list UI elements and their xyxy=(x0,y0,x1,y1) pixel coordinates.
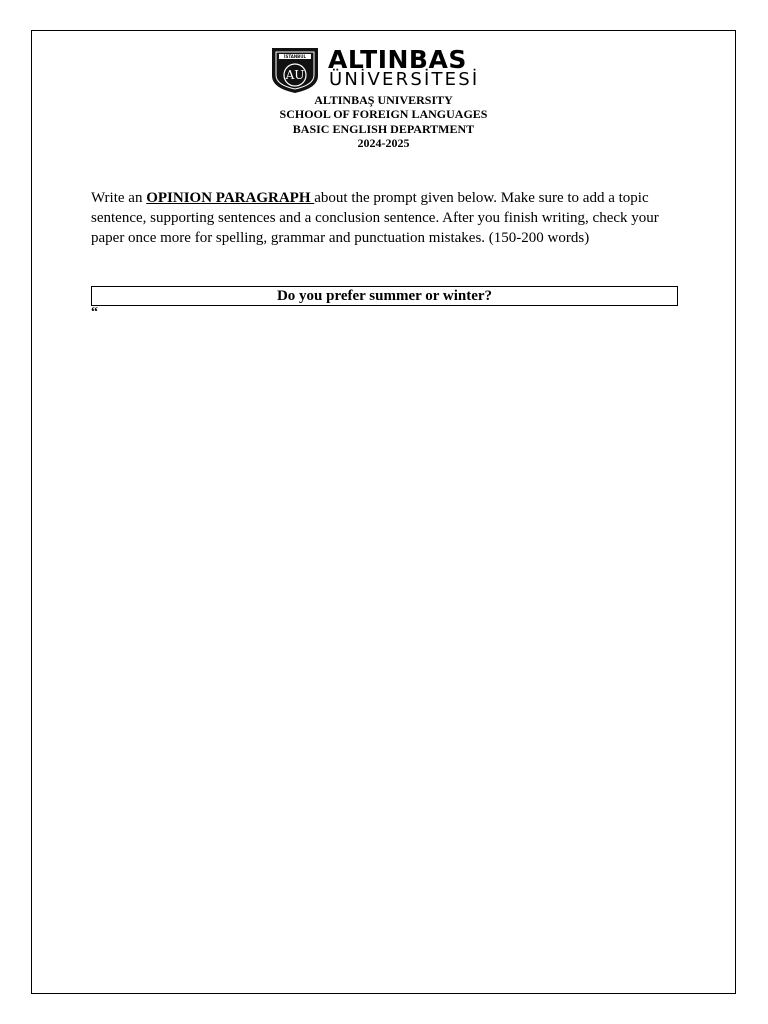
page-border xyxy=(31,30,736,994)
shield-banner-text: İSTANBUL xyxy=(283,54,307,60)
shield-letters: AU xyxy=(285,68,305,82)
instructions-emphasis: OPINION PARAGRAPH xyxy=(146,190,315,206)
prompt-question: Do you prefer summer or winter? xyxy=(276,288,493,304)
document-header xyxy=(0,93,768,150)
shield-icon xyxy=(271,46,319,94)
instructions-paragraph xyxy=(91,188,681,248)
prompt-box xyxy=(91,286,678,306)
header-school: SCHOOL OF FOREIGN LANGUAGES xyxy=(279,107,488,122)
opening-quote: “ xyxy=(91,305,98,320)
logo-wordmark-main: ALTINBAS xyxy=(328,45,467,74)
instructions-prefix: Write an xyxy=(91,190,147,206)
logo-wordmark-sub: ÜNİVERSİTESİ xyxy=(329,69,480,90)
university-logo xyxy=(271,46,491,94)
header-university: ALTINBAŞ UNIVERSITY xyxy=(314,93,453,107)
header-department: BASIC ENGLISH DEPARTMENT xyxy=(292,121,475,136)
header-year: 2024-2025 xyxy=(357,135,410,150)
instructions-suffix: about the prompt given below. Make sure to add a topic sentence, supporting sentences and a conclusion sentence. After you finish writing, check your paper once more for spelling, grammar and punctuation mistakes. (150-200 words) xyxy=(91,190,659,246)
